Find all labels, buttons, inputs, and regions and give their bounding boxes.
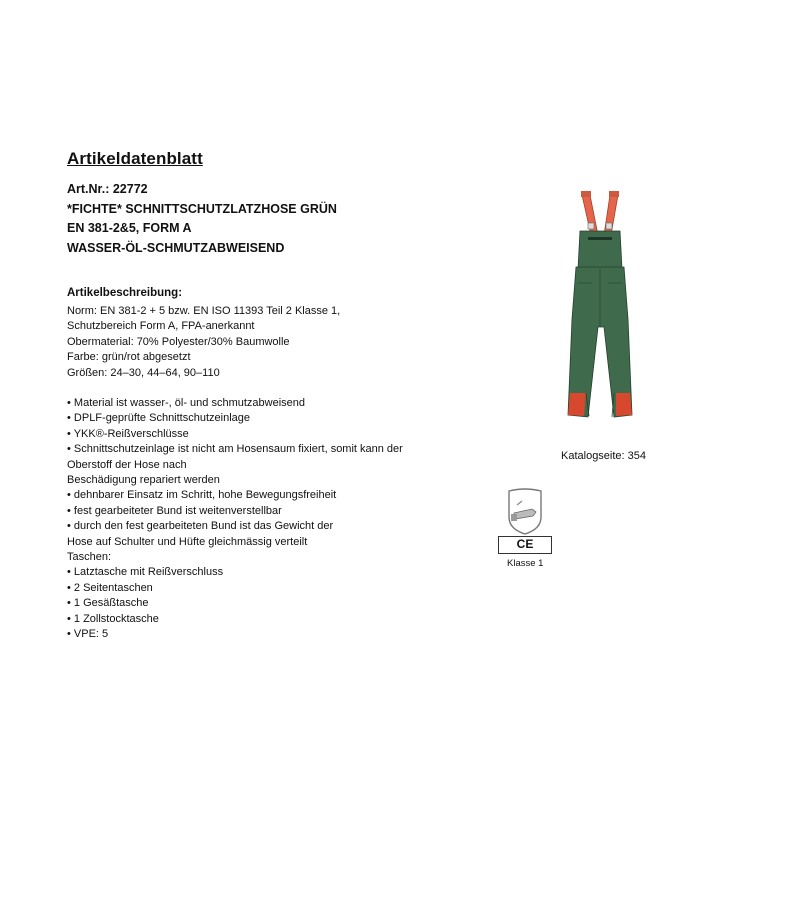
product-image bbox=[548, 187, 652, 430]
feature-line: Oberstoff der Hose nach bbox=[67, 458, 187, 471]
article-number: Art.Nr.: 22772 bbox=[67, 182, 148, 196]
protection-class-label: Klasse 1 bbox=[507, 558, 544, 569]
feature-line: • YKK®-Reißverschlüsse bbox=[67, 427, 189, 440]
feature-line: • 1 Gesäßtasche bbox=[67, 597, 149, 610]
feature-line: Beschädigung repariert werden bbox=[67, 474, 220, 487]
spec-line: Obermaterial: 70% Polyester/30% Baumwolle bbox=[67, 335, 290, 348]
product-property: WASSER-ÖL-SCHMUTZABWEISEND bbox=[67, 240, 285, 255]
spec-list bbox=[67, 304, 340, 381]
catalog-page: Katalogseite: 354 bbox=[561, 450, 647, 462]
spec-line: Farbe: grün/rot abgesetzt bbox=[67, 351, 191, 364]
article-header bbox=[67, 180, 337, 258]
feature-line: • VPE: 5 bbox=[67, 628, 109, 641]
feature-line: • durch den fest gearbeiteten Bund ist das Gewicht der bbox=[67, 520, 334, 533]
spec-line: Norm: EN 381-2 + 5 bzw. EN ISO 11393 Teil 2 Klasse 1, bbox=[67, 305, 341, 317]
chainsaw-protection-icon bbox=[505, 487, 545, 536]
feature-line: • Schnittschutzeinlage ist nicht am Hosensaum fixiert, somit kann der bbox=[67, 443, 403, 456]
feature-line: Taschen: bbox=[67, 551, 112, 564]
feature-line: • dehnbarer Einsatz im Schritt, hohe Bewegungsfreiheit bbox=[67, 489, 337, 502]
feature-line: • 2 Seitentaschen bbox=[67, 581, 153, 594]
feature-line: Hose auf Schulter und Hüfte gleichmässig verteilt bbox=[67, 535, 308, 548]
product-name: *FICHTE* SCHNITTSCHUTZLATZHOSE GRÜN bbox=[67, 201, 337, 216]
spec-line: Größen: 24–30, 44–64, 90–110 bbox=[67, 366, 220, 379]
feature-line: • fest gearbeiteter Bund ist weitenverstellbar bbox=[67, 504, 282, 517]
feature-line: • 1 Zollstocktasche bbox=[67, 612, 159, 625]
product-norm: EN 381-2&5, FORM A bbox=[67, 221, 192, 235]
description-heading: Artikelbeschreibung: bbox=[67, 287, 183, 299]
feature-line: • Latztasche mit Reißverschluss bbox=[67, 566, 224, 579]
feature-list bbox=[67, 396, 403, 643]
feature-line: • DPLF-geprüfte Schnittschutzeinlage bbox=[67, 412, 251, 425]
feature-line: • Material ist wasser-, öl- und schmutzabweisend bbox=[67, 397, 305, 409]
page-title: Artikeldatenblatt bbox=[67, 149, 203, 168]
ce-mark: CE bbox=[498, 536, 552, 554]
spec-line: Schutzbereich Form A, FPA-anerkannt bbox=[67, 320, 255, 333]
